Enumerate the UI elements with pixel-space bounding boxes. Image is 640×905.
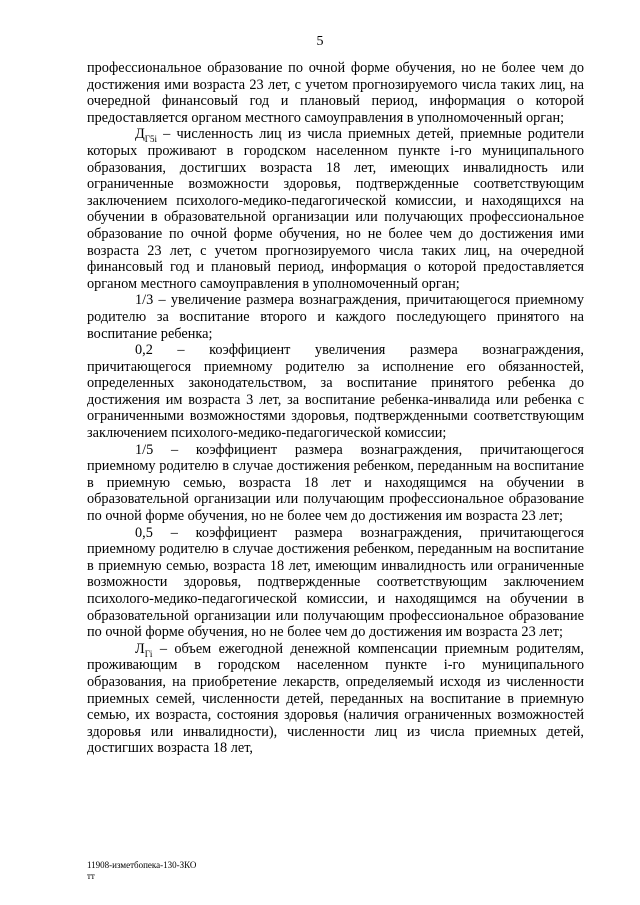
definition-text: – объем ежегодной денежной компенсации приемным родителям, проживающим в городском населенном пункте i-го муниципального образования, на приобретение лекарств, определяемый исходя из численности приемных семей, численности детей, переданных на воспитание в приемную семью, их возраста, состояния здоровья (наличия ограниченных возможностей здоровья или инвалидности), численности лиц из числа приемных детей, достигших возраста 18 лет, <box>87 640 584 757</box>
formula-symbol: Д <box>135 126 145 143</box>
document-footer <box>87 860 196 882</box>
paragraph-coefficient-1-5: 1/5 – коэффициент размера вознаграждения, причитающегося приемному родителю в случае достижения ребенком, переданным на воспитание в приемную семью, возраста 18 лет и находящимся на обучении в образовательной организации или получающим профессиональное образование по очной форме обучения, но не более чем до достижения им возраста 23 лет; <box>87 441 584 525</box>
footer-document-code: 11908-изметбопека-130-ЗКО <box>87 860 197 870</box>
paragraph-coefficient-0-5: 0,5 – коэффициент размера вознаграждения, причитающегося приемному родителю в случае достижения ребенком, переданным на воспитание в приемную семью, возраста 18 лет, имеющим инвалидность или ограниченные возможности здоровья, подтвержденные соответствующим заключением психолого-медико-педагогической комиссии, и находящимся на обучении в образовательной организации или получающим профессиональное образование по очной форме обучения, но не более чем до достижения им возраста 23 лет; <box>87 524 584 641</box>
paragraph-dg5i-definition <box>87 126 584 292</box>
definition-text: – численность лиц из числа приемных детей, приемные родители которых проживают в городском населенном пункте i-го муниципального образования, достигших возраста 18 лет, имеющих инвалидность или ограниченные возможности здоровья, подтвержденные соответствующим заключением психолого-медико-педагогической комиссии, и находящихся на обучении в образовательной организации или получающих профессиональное образование по очной форме обучения, но не более чем до достижения ими возраста 23 лет, с учетом прогнозируемого числа таких лиц, на очередной финансовый год и плановый период, информация о которой предоставляется органом местного самоуправления в уполномоченный орган; <box>87 126 584 292</box>
formula-subscript: Г5i <box>144 134 157 145</box>
paragraph-coefficient-0-2: 0,2 – коэффициент увеличения размера вознаграждения, причитающегося приемному родителю за исполнение его обязанностей, определенных законодательством, за воспитание принятого ребенка до достижения им возраста 3 лет, за воспитание ребенка-инвалида или ребенка с ограниченными возможностями здоровья, подтвержденными соответствующим заключением психолого-медико-педагогической комиссии; <box>87 342 584 442</box>
page-number: 5 <box>316 34 324 49</box>
footer-initials: тт <box>87 871 95 881</box>
document-body <box>87 60 584 757</box>
paragraph-lgi-definition <box>87 641 584 757</box>
formula-subscript: Гi <box>144 648 153 659</box>
paragraph-one-third: 1/3 – увеличение размера вознаграждения, причитающегося приемному родителю за воспитание второго и каждого последующего принятого на воспитание ребенка; <box>87 292 584 342</box>
formula-symbol: Л <box>135 640 145 657</box>
paragraph-continuation: профессиональное образование по очной форме обучения, но не более чем до достижения ими возраста 23 лет, с учетом прогнозируемого числа таких лиц, на очередной финансовый год и плановый период, информация о которой предоставляется органом местного самоуправления в уполномоченный орган; <box>87 60 584 126</box>
